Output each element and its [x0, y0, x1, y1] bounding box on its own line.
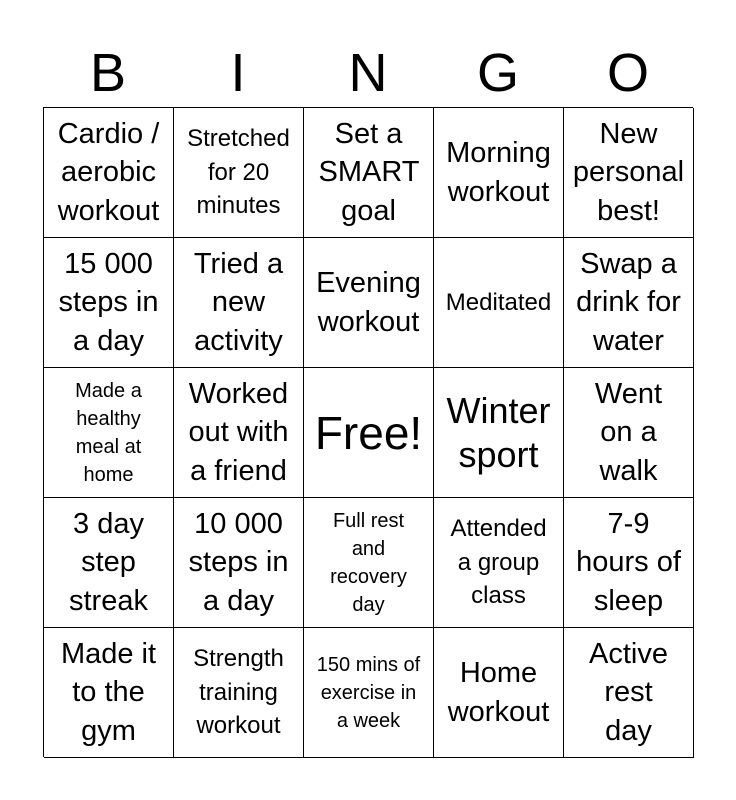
cell-text: Stretched for 20 minutes [187, 125, 290, 220]
cell-text: 7-9 hours of sleep [576, 507, 681, 617]
bingo-cell[interactable] [174, 368, 304, 498]
header-letter-o: O [606, 43, 649, 103]
cell-text: Home workout [447, 656, 550, 728]
bingo-cell[interactable] [44, 498, 174, 628]
cell-text: Tried a new activity [193, 247, 284, 357]
cell-text: 3 day step streak [69, 507, 148, 617]
header-letter-b: B [89, 43, 127, 103]
bingo-board [43, 107, 693, 757]
cell-text: Active rest day [589, 637, 668, 747]
bingo-cell[interactable] [174, 628, 304, 758]
bingo-cell[interactable] [434, 238, 564, 368]
bingo-cell[interactable] [564, 108, 694, 238]
cell-text: Free! [314, 406, 423, 459]
cell-text: 10 000 steps in a day [188, 507, 289, 617]
cell-text: 150 mins of exercise in a week [316, 653, 421, 732]
cell-text: Made it to the gym [60, 637, 157, 747]
cell-text: 15 000 steps in a day [58, 247, 159, 357]
bingo-cell[interactable] [44, 628, 174, 758]
bingo-cell[interactable] [304, 498, 434, 628]
bingo-cell[interactable] [44, 108, 174, 238]
bingo-cell-free[interactable] [304, 368, 434, 498]
bingo-cell[interactable] [564, 238, 694, 368]
bingo-header [43, 40, 693, 106]
bingo-cell[interactable] [304, 238, 434, 368]
bingo-cell[interactable] [564, 368, 694, 498]
cell-text: Cardio / aerobic workout [57, 117, 160, 227]
bingo-cell[interactable] [434, 368, 564, 498]
bingo-cell[interactable] [564, 498, 694, 628]
bingo-cell[interactable] [44, 368, 174, 498]
bingo-cell[interactable] [304, 108, 434, 238]
cell-text: Morning workout [446, 136, 551, 208]
bingo-cell[interactable] [434, 108, 564, 238]
header-letter-i: I [230, 43, 246, 103]
bingo-cell[interactable] [174, 498, 304, 628]
bingo-cell[interactable] [434, 498, 564, 628]
cell-text: Strength training workout [193, 645, 284, 740]
bingo-cell[interactable] [564, 628, 694, 758]
bingo-cell[interactable] [174, 108, 304, 238]
cell-text: Went on a walk [594, 377, 663, 487]
cell-text: New personal best! [572, 117, 685, 227]
cell-text: Made a healthy meal at home [75, 379, 142, 486]
cell-text: Winter sport [446, 390, 551, 475]
cell-text: Worked out with a friend [188, 377, 289, 487]
cell-text: Set a SMART goal [318, 117, 420, 227]
cell-text: Evening workout [316, 266, 421, 338]
cell-text: Meditated [445, 288, 552, 316]
bingo-cell[interactable] [304, 628, 434, 758]
cell-text: Attended a group class [450, 515, 547, 610]
bingo-cell[interactable] [434, 628, 564, 758]
header-letter-n: N [348, 43, 388, 103]
header-letter-g: G [476, 43, 519, 103]
cell-text: Full rest and recovery day [330, 509, 407, 616]
bingo-cell[interactable] [44, 238, 174, 368]
bingo-cell[interactable] [174, 238, 304, 368]
cell-text: Swap a drink for water [576, 247, 681, 357]
